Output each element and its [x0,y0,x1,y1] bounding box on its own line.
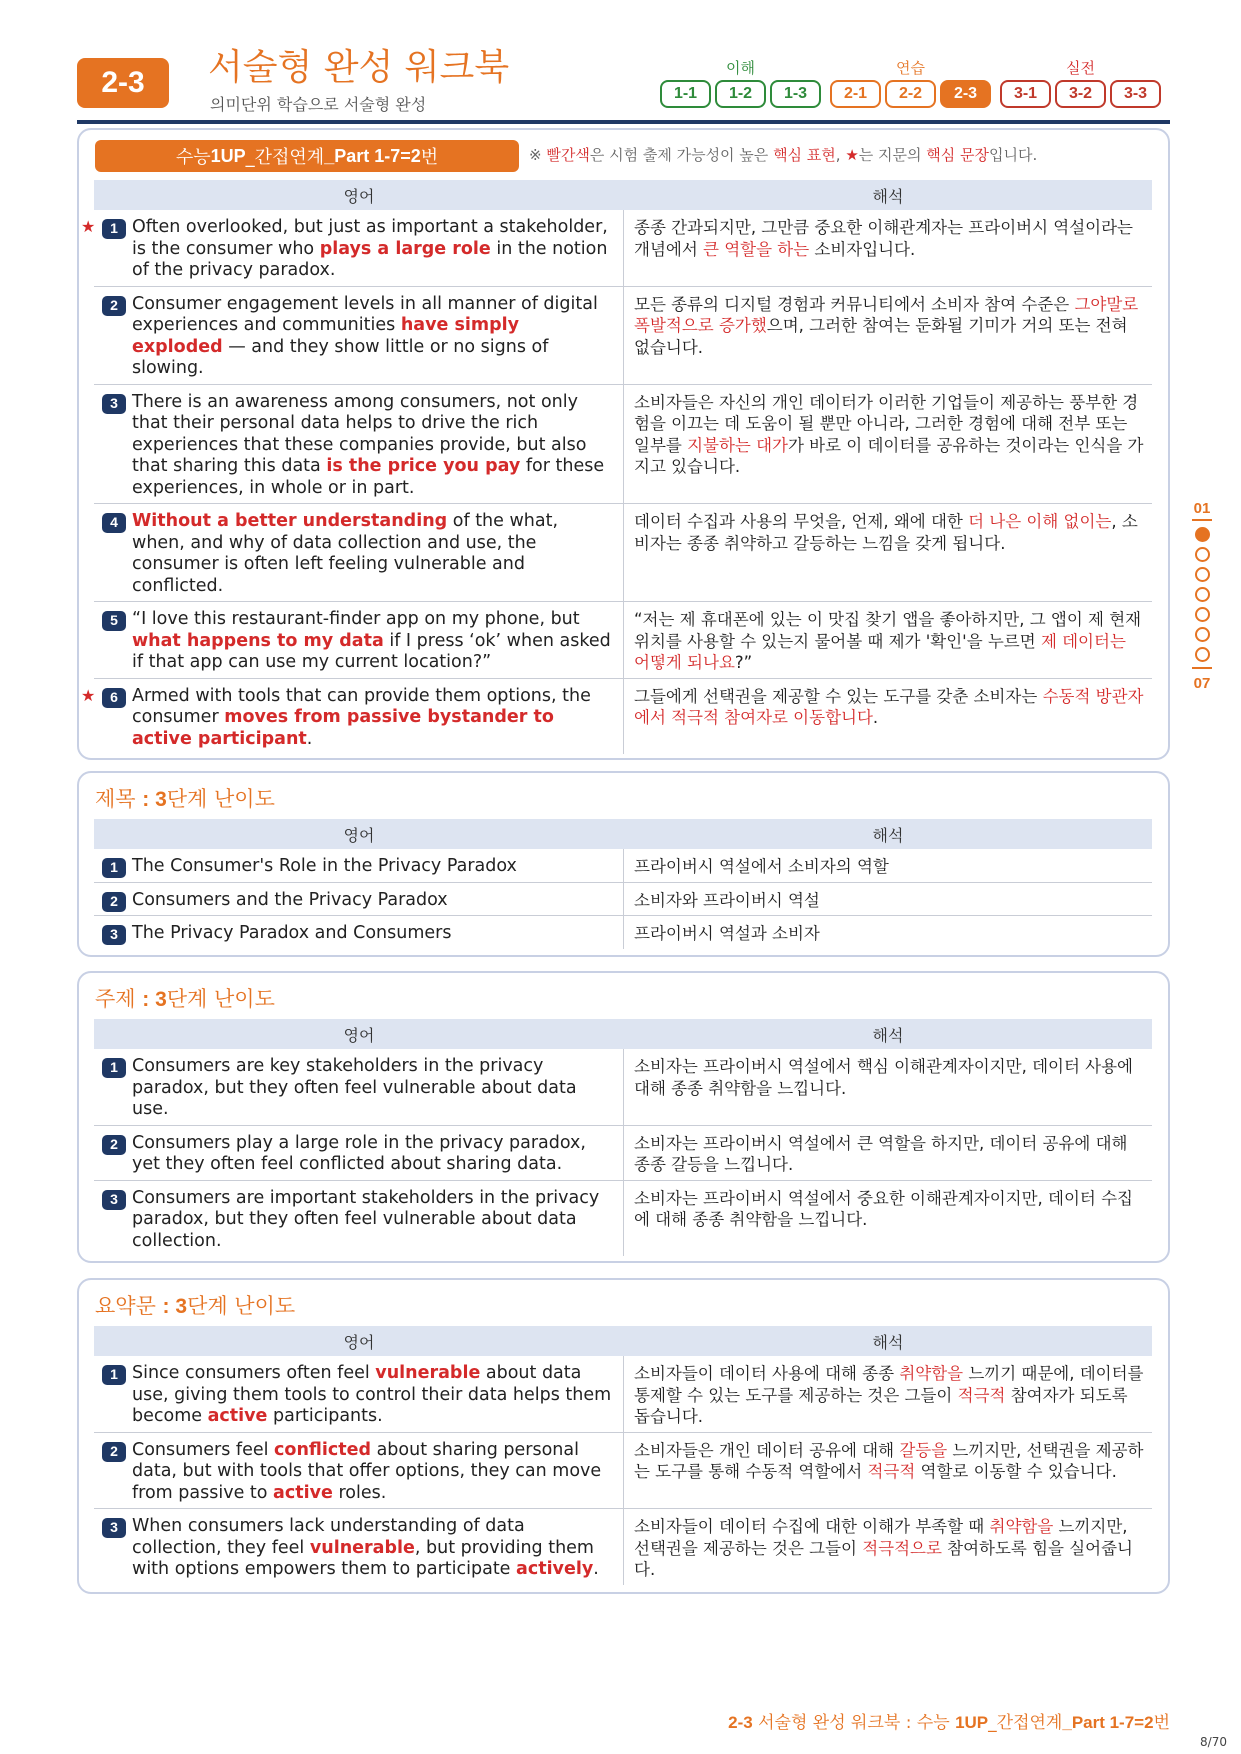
indicator-dot [1195,647,1210,662]
english-cell [94,1126,624,1180]
table-row [94,287,1152,385]
nav-group-label: 연습 [896,59,925,77]
row-number-badge: 2 [102,1135,126,1155]
row-number-badge: 3 [102,1190,126,1210]
footer-text: 2-3 [728,1713,753,1732]
table-row [94,883,1152,917]
key-expression: vulnerable [309,1537,415,1558]
title-table [94,819,1152,949]
sentence-text: 종종 간과되지만, 그만큼 중요한 이해관계자는 프라이버시 역설이라는 개념에서 [634,218,1133,259]
sentence-text: 소비자들은 개인 데이터 공유에 대해 [634,1440,900,1460]
row-number-badge: 4 [102,513,126,533]
sentence-text: 참여하도록 힘을 실어줍니다. [634,1538,1133,1579]
row-number-badge: 1 [102,219,126,239]
col-korean: 해석 [872,1332,904,1352]
korean-cell: 프라이버시 역설과 소비자 [634,924,820,943]
table-row [94,1126,1152,1181]
english-cell [94,504,624,601]
section-heading [95,983,275,1013]
sentence-text: Often overlooked, but just as important a stakeholder, is the consumer who [132,217,608,259]
key-expression: 지불하는 대가 [687,435,788,455]
nav-group-real [1000,58,1161,108]
tag-text: _간접연계 [245,147,325,168]
key-expression: 갈등을 [899,1440,948,1460]
star-icon: ★ [81,217,96,236]
passage-tag [95,140,519,172]
page-title: 서술형 완성 워크북 [208,47,510,88]
nav-group-understand [660,58,821,108]
sentence-text: of the what, when, and why of data collection and use, the consumer is often left feeling vulnerable and conflicted. [132,511,559,596]
key-expression: what happens to my data [132,630,384,651]
korean-cell: 소비자와 프라이버시 역설 [634,890,820,910]
star-icon: ★ [81,685,96,705]
key-expression: 취약함을 [989,1517,1054,1536]
key-expression: moves from passive bystander to active participant [132,707,554,749]
key-expression: actively [516,1559,594,1579]
row-number-badge: 2 [102,892,126,912]
summary-rows [94,1356,1152,1585]
sentence-text: 소비자들이 데이터 사용에 대해 종종 [634,1364,900,1383]
korean-cell [624,1433,1152,1509]
sentence-text: in the notion of the privacy paradox. [132,238,608,280]
korean-cell: 소비자는 프라이버시 역설에서 중요한 이해관계자이지만, 데이터 수집에 대해 종종 취약함을 느낍니다. [634,1188,1133,1229]
sentence-text: about sharing personal data, but with tools that offer options, they can move from passive to [132,1439,602,1503]
korean-cell [624,602,1152,678]
table-row [94,1433,1152,1510]
table-row [94,1356,1152,1433]
col-korean: 해석 [872,1025,904,1045]
table-header [94,819,1152,849]
sentence-text: Consumers play a large role in the privacy paradox, yet they often feel conflicted about sharing data. [132,1132,586,1174]
heading-text: 주제 [95,987,143,1011]
sentence-text: 역할로 이동할 수 있습니다. [915,1462,1117,1481]
sentence-text: about data use, giving them tools to control their data helps them become [132,1363,612,1426]
note-text: 핵심 문장 [926,146,990,164]
heading-text: : 3 [142,988,167,1011]
heading-text: 단계 난이도 [166,987,275,1011]
key-expression: is the price you pay [326,456,521,476]
sentence-text: 소비자들이 데이터 수집에 대한 이해가 부족할 때 [634,1517,990,1536]
indicator-dot [1195,627,1210,642]
nav-tab-3-3[interactable]: 3-3 [1110,80,1161,108]
indicator-end: 07 [1193,675,1211,692]
sentence-text: for these experiences, in whole or in part. [132,456,605,498]
sentence-text: 그들에게 선택권을 제공할 수 있는 도구를 갖춘 소비자는 [634,686,1043,706]
key-expression: 적극적으로 [862,1538,942,1558]
nav-group-label: 실전 [1066,59,1095,77]
indicator-dot [1195,607,1210,622]
row-number-badge: 1 [102,1365,126,1385]
table-row [94,1049,1152,1126]
table-row [94,849,1152,883]
key-expression: 적극적 [957,1385,1006,1405]
indicator-bar [1192,667,1212,669]
section-heading [95,783,275,813]
tag-text: 수능 [175,147,211,168]
english-cell [94,849,624,882]
english-cell [94,1181,624,1257]
sentence-text: ?” [734,653,753,672]
table-header [94,1019,1152,1049]
english-cell [94,1049,624,1125]
english-cell [94,385,624,504]
sentence-text: 가 바로 이 데이터를 공유하는 것이라는 인식을 가지고 있습니다. [634,435,1144,476]
sentence-text: 느끼지만, 선택권을 제공하는 도구를 통해 수동적 역할에서 [634,1440,1144,1481]
page-number: 8/70 [1200,1735,1227,1749]
star-icon: ★ [845,146,859,164]
sentence-text: participants. [267,1406,383,1426]
key-expression: 적극적 [867,1462,916,1481]
sentence-text: “저는 제 휴대폰에 있는 이 맛집 찾기 앱을 좋아하지만, 그 앱이 제 현재 위치를 사용할 수 있는지 물어볼 때 제가 '확인'을 누르면 [634,610,1142,651]
nav-tab-1-1[interactable]: 1-1 [660,80,711,108]
nav-tab-2-1[interactable]: 2-1 [830,80,881,108]
sentence-text: The Privacy Paradox and Consumers [132,923,452,943]
nav-tab-3-2[interactable]: 3-2 [1055,80,1106,108]
note-text: 는 지문의 [858,146,927,164]
indicator-dots [1190,527,1214,662]
row-number-badge: 1 [102,1058,126,1078]
nav-tab-3-1[interactable]: 3-1 [1000,80,1051,108]
sentence-text: — and they show little or no signs of slowing. [132,336,549,378]
row-number-badge: 2 [102,1442,126,1462]
sentence-text: Consumers feel [132,1439,275,1460]
section-badge: 2-3 [77,58,169,108]
col-english: 영어 [343,1332,375,1352]
indicator-dot [1195,527,1210,542]
footer-text: _간접연계 [988,1713,1063,1733]
key-expression: conflicted [274,1439,372,1460]
table-header [94,1326,1152,1356]
key-expression: Without a better understanding [132,511,448,531]
nav-group-practice [830,58,991,108]
key-expression: 더 나은 이해 없이는 [968,512,1112,531]
table-row [94,602,1152,679]
nav-tab-2-2[interactable]: 2-2 [885,80,936,108]
sentence-text: “I love this restaurant-finder app on my phone, but [132,609,580,629]
korean-cell [624,385,1152,504]
sentence-text: , 소비자는 종종 취약하고 갈등하는 느낌을 갖게 됩니다. [634,512,1138,553]
english-cell [94,1509,624,1585]
heading-text: 제목 [95,787,143,811]
tag-text: 1UP [210,145,246,166]
korean-cell: 소비자는 프라이버시 역설에서 큰 역할을 하지만, 데이터 공유에 대해 종종 갈등을 느낍니다. [634,1133,1128,1174]
indicator-bar [1192,519,1212,521]
col-english: 영어 [343,825,375,845]
korean-cell [624,679,1152,755]
sentence-text: . [872,708,879,727]
legend-note [529,144,1037,165]
table-row [94,504,1152,602]
english-cell [94,1356,624,1432]
korean-cell [624,1509,1152,1585]
korean-cell [624,210,1152,286]
sentence-text: 모든 종류의 디지털 경험과 커뮤니티에서 소비자 참여 수준은 [634,294,1075,314]
english-cell [81,210,624,286]
sentence-text: Consumers and the Privacy Paradox [132,889,448,910]
footer-text: 번 [1153,1713,1170,1733]
tag-text: 번 [420,147,439,168]
summary-table [94,1326,1152,1585]
note-text: 핵심 표현 [773,146,836,164]
nav-group-label: 이해 [726,59,755,77]
note-text: 빨간색 [546,146,590,164]
korean-cell: 소비자는 프라이버시 역설에서 핵심 이해관계자이지만, 데이터 사용에 대해 종종 취약함을 느낍니다. [634,1057,1133,1098]
indicator-dot [1195,587,1210,602]
korean-cell [624,287,1152,384]
heading-text: : 3 [142,788,167,811]
heading-text: 단계 난이도 [166,787,275,811]
page-subtitle: 의미단위 학습으로 서술형 완성 [210,95,427,114]
theme-panel [77,971,1170,1263]
sentence-text: 느끼지만, 선택권을 제공하는 것은 그들이 [634,1517,1128,1558]
summary-panel [77,1278,1170,1594]
title-panel [77,771,1170,957]
english-cell [94,916,624,949]
indicator-dot [1195,547,1210,562]
nav-tab-2-3[interactable]: 2-3 [940,80,991,108]
key-expression: 큰 역할을 하는 [703,239,810,259]
sentence-text: . [306,728,313,749]
key-expression: 그야말로 폭발적으로 증가했 [634,294,1139,335]
section-heading [95,1290,295,1320]
theme-rows [94,1049,1152,1256]
theme-table [94,1019,1152,1256]
heading-text: 단계 난이도 [187,1294,296,1318]
passage-panel [77,128,1170,760]
nav-tab-1-2[interactable]: 1-2 [715,80,766,108]
footer-text: _Part 1-7=2 [1062,1713,1154,1732]
sentence-text: 데이터 수집과 사용의 무엇을, 언제, 왜에 대한 [634,512,969,531]
sentence-text: 느끼기 때문에, 데이터를 통제할 수 있는 도구를 제공하는 것은 그들이 [634,1364,1144,1405]
title-rows [94,849,1152,949]
note-text: 은 시험 출제 가능성이 높은 [589,146,774,164]
table-row [94,1181,1152,1257]
korean-cell: 프라이버시 역설에서 소비자의 역할 [634,857,889,876]
sentence-text: 참여자가 되도록 돕습니다. [634,1385,1128,1426]
key-expression: have simply exploded [132,315,520,357]
row-number-badge: 2 [102,296,126,316]
key-expression: 수동적 방관자에서 적극적 참여자로 이동합니다 [634,686,1144,727]
row-number-badge: 6 [102,688,126,708]
english-cell [94,1433,624,1509]
table-row [81,210,1152,287]
sentence-text: The Consumer's Role in the Privacy Paradox [132,856,517,876]
row-number-badge: 3 [102,925,126,945]
table-row [94,385,1152,505]
english-cell [94,883,624,916]
sentence-text: 으며, 그러한 참여는 둔화될 기미가 거의 또는 전혀 없습니다. [634,316,1128,357]
passage-table [81,180,1152,754]
nav-tab-1-3[interactable]: 1-3 [770,80,821,108]
footer-text: 1UP [955,1713,989,1732]
heading-text: 요약문 [95,1294,163,1318]
key-expression: active [207,1406,268,1426]
note-text: , [835,146,846,164]
indicator-start: 01 [1193,500,1211,517]
page-indicator [1190,500,1214,692]
note-text: 입니다. [989,146,1038,164]
heading-text: : 3 [162,1295,188,1318]
col-korean: 해석 [872,186,904,206]
sentence-text: . [593,1559,599,1579]
row-number-badge: 1 [102,858,126,878]
sentence-text: 소비자들은 자신의 개인 데이터가 이러한 기업들이 제공하는 풍부한 경험을 이끄는 데 도움이 될 뿐만 아니라, 그러한 경험에 대해 전부 또는 일부를 [634,392,1139,455]
row-number-badge: 3 [102,1518,126,1538]
table-row [94,1509,1152,1585]
row-number-badge: 5 [102,611,126,631]
table-row [81,679,1152,755]
key-expression: 취약함을 [899,1364,964,1383]
col-english: 영어 [343,1025,375,1045]
table-header [94,180,1152,210]
key-expression: active [273,1482,333,1503]
tag-text: _Part 1-7=2 [324,145,421,166]
sentence-text: Consumers are important stakeholders in the privacy paradox, but they often feel vulnerable about data collection. [132,1187,600,1251]
korean-cell [624,1356,1152,1432]
sentence-text: Consumers are key stakeholders in the privacy paradox, but they often feel vulnerable about data use. [132,1056,577,1119]
key-expression: 제 데이터는 어떻게 되나요 [634,631,1126,672]
sentence-text: Armed with tools that can provide them options, the consumer [132,685,591,727]
indicator-dot [1195,567,1210,582]
sentence-text: if I press ‘ok’ when asked if that app can use my current location?” [132,630,611,672]
sentence-text: roles. [332,1482,387,1503]
footer-title [728,1708,1170,1733]
english-cell [94,602,624,678]
sentence-text: When consumers lack understanding of data collection, they feel [132,1516,525,1558]
english-cell [81,679,624,755]
col-korean: 해석 [872,825,904,845]
key-expression: vulnerable [375,1363,481,1383]
footer-text: 서술형 완성 워크북 : 수능 [752,1713,956,1733]
key-expression: plays a large role [319,238,491,259]
note-text: ※ [529,146,547,164]
sentence-text: Since consumers often feel [132,1363,376,1383]
col-english: 영어 [343,186,375,206]
sentence-text: , but providing them with options empowers them to participate [132,1537,594,1579]
header-divider [77,120,1170,124]
row-number-badge: 3 [102,394,126,414]
sentence-text: 소비자입니다. [809,239,916,259]
table-row [94,916,1152,949]
sentence-text: There is an awareness among consumers, not only that their personal data helps to drive the rich experiences that these companies provide, but also that sharing this data [132,391,587,476]
sentence-text: Consumer engagement levels in all manner of digital experiences and communities [132,293,598,335]
passage-rows [81,210,1152,754]
korean-cell [624,504,1152,601]
english-cell [94,287,624,384]
